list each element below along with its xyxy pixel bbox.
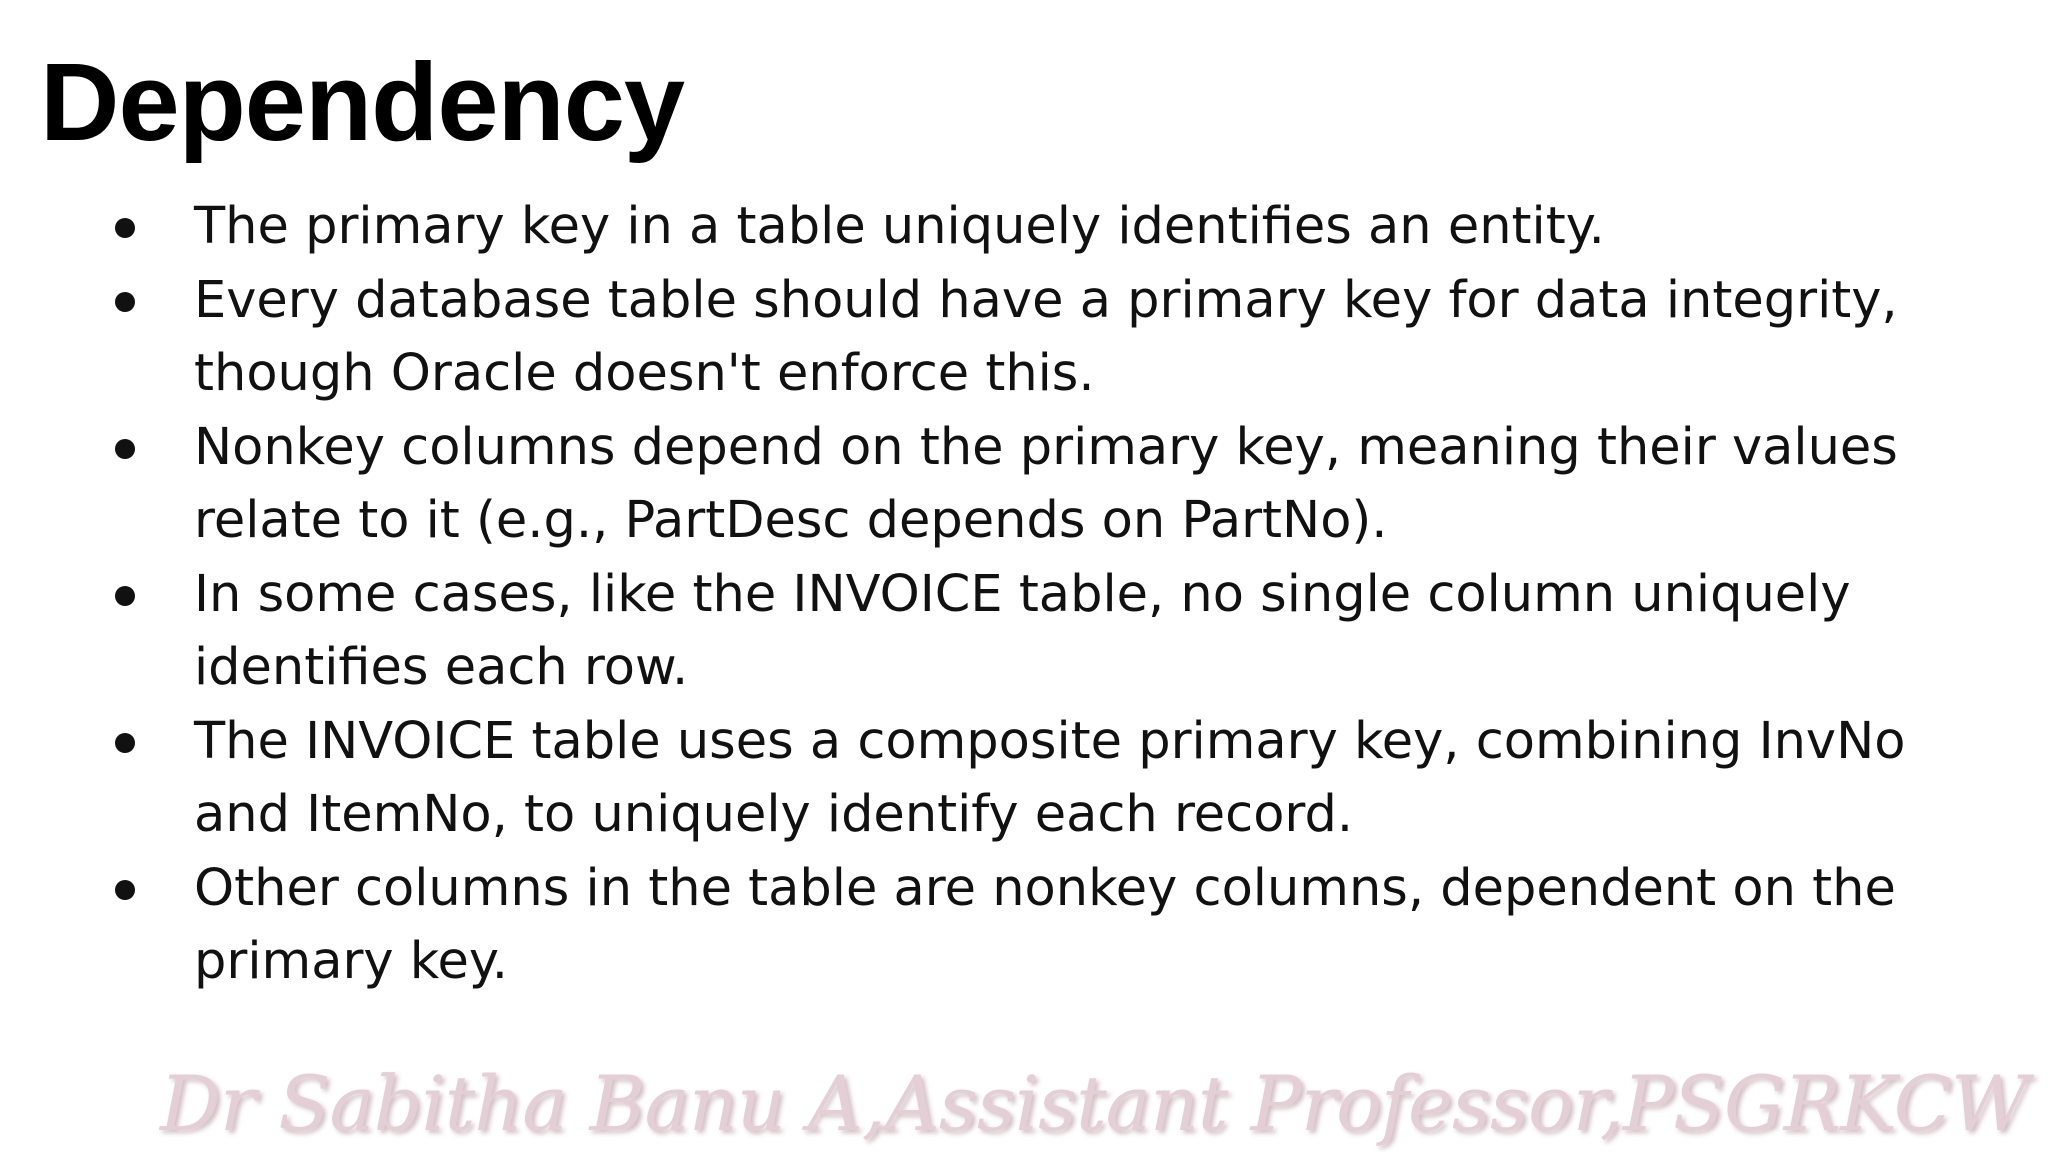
bullet-text: In some cases, like the INVOICE table, no single column uniquely identifies each row. <box>194 564 1851 697</box>
bullet-dot-icon <box>115 439 135 459</box>
author-watermark: Dr Sabitha Banu A,Assistant Professor,PSGRKCW <box>159 1059 2028 1148</box>
bullet-item-5 <box>110 705 1990 852</box>
bullet-dot-icon <box>115 880 135 900</box>
bullet-list <box>110 190 1990 999</box>
bullet-item-2 <box>110 264 1990 411</box>
slide-title: Dependency <box>40 41 685 164</box>
bullet-item-1 <box>110 190 1990 264</box>
bullet-text: The INVOICE table uses a composite primary key, combining InvNo and ItemNo, to uniquely identify each record. <box>194 711 1906 844</box>
bullet-text: Every database table should have a primary key for data integrity, though Oracle doesn't enforce this. <box>194 270 1898 403</box>
bullet-text: The primary key in a table uniquely identifies an entity. <box>194 197 1605 256</box>
bullet-dot-icon <box>115 218 135 238</box>
bullet-text: Other columns in the table are nonkey columns, dependent on the primary key. <box>194 858 1896 991</box>
bullet-dot-icon <box>115 733 135 753</box>
bullet-dot-icon <box>115 586 135 606</box>
bullet-item-3 <box>110 411 1990 558</box>
bullet-item-4 <box>110 558 1990 705</box>
bullet-dot-icon <box>115 292 135 312</box>
bullet-text: Nonkey columns depend on the primary key, meaning their values relate to it (e.g., PartDesc depends on PartNo). <box>194 417 1898 550</box>
bullet-item-6 <box>110 852 1990 999</box>
